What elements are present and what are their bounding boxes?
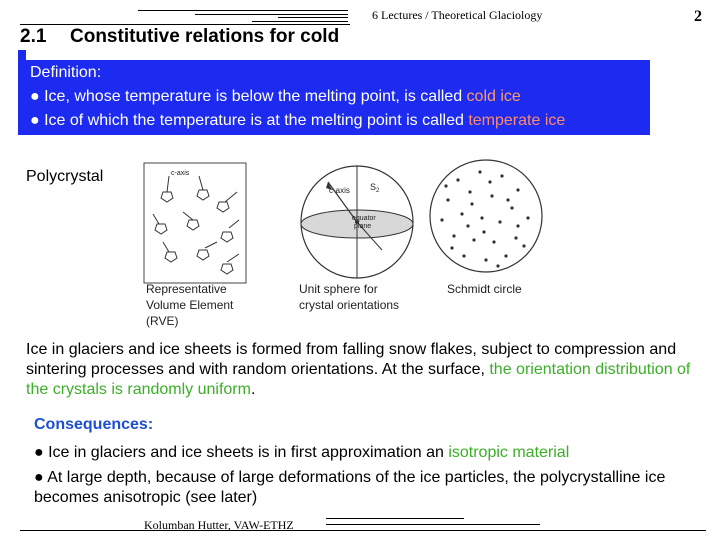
sphere-caption-line: crystal orientations [299, 298, 400, 312]
lecture-title: 6 Lectures / Theoretical Glaciology [372, 8, 543, 22]
rve-figure [143, 162, 247, 284]
footer-rule [326, 524, 540, 525]
sphere-axis-label: c-axis [329, 186, 350, 195]
paragraph-text: Ice in glaciers and ice sheets is formed from falling snow flakes, subject to compression and sintering processes and with random orientations. At the surface, [26, 341, 677, 378]
consequence-item-isotropic [34, 443, 694, 463]
section-title-text: Constitutive relations for cold [70, 26, 340, 47]
section-number: 2.1 [20, 26, 47, 47]
footer-rule [20, 530, 706, 531]
sphere-caption [299, 281, 399, 313]
sphere-plane-label: plane [354, 223, 372, 230]
sphere-s2-subscript: 2 [376, 188, 380, 194]
sphere-s2-letter: S [370, 182, 377, 192]
sphere-caption-line: Unit sphere for [299, 282, 378, 296]
definition-colon: : [96, 64, 102, 81]
polycrystal-label: Polycrystal [26, 168, 104, 185]
header-rule [278, 17, 348, 18]
main-paragraph [26, 340, 706, 400]
sphere-plane-label: equator [352, 215, 376, 222]
header-rule [138, 10, 348, 11]
footer-rule [326, 518, 464, 519]
consequence-text: ● Ice in glaciers and ice sheets is in first approximation an [34, 444, 449, 461]
definition-box [18, 60, 650, 135]
footer-author: Kolumban Hutter, VAW-ETHZ [144, 518, 294, 532]
header-rule [195, 14, 348, 15]
rve-caption-line: (RVE) [146, 314, 179, 328]
schmidt-caption: Schmidt circle [447, 282, 522, 296]
definition-item-temperate [30, 112, 565, 130]
rve-axis-label: c-axis [171, 170, 190, 177]
rve-caption [146, 281, 233, 329]
definition-text: ● Ice, whose temperature is below the melting point, is called [30, 88, 467, 105]
header-rule [252, 21, 348, 22]
cold-ice-term: cold ice [466, 88, 521, 105]
temperate-ice-term: temperate ice [468, 112, 566, 129]
unit-sphere-figure [282, 160, 432, 282]
consequences-heading: Consequences: [34, 416, 154, 433]
section-title [20, 26, 339, 48]
paragraph-highlight: the orientation distribution of the crystals is randomly uniform [26, 361, 691, 398]
isotropic-term: isotropic material [448, 444, 570, 461]
schmidt-circle-figure [428, 156, 544, 276]
paragraph-end: . [250, 381, 256, 398]
header-rule [20, 24, 350, 25]
definition-heading [30, 64, 101, 82]
page-number: 2 [694, 8, 702, 25]
rve-caption-line: Volume Element [146, 298, 234, 312]
rve-caption-line: Representative [146, 282, 227, 296]
definition-text: ● Ice of which the temperature is at the melting point is called [30, 112, 469, 129]
consequence-item-anisotropic: ● At large depth, because of large deformations of the ice particles, the polycrystalline ice becomes anisotropic (see later) [34, 469, 666, 506]
definition-item-cold [30, 88, 521, 106]
definition-label: Definition [30, 64, 97, 81]
